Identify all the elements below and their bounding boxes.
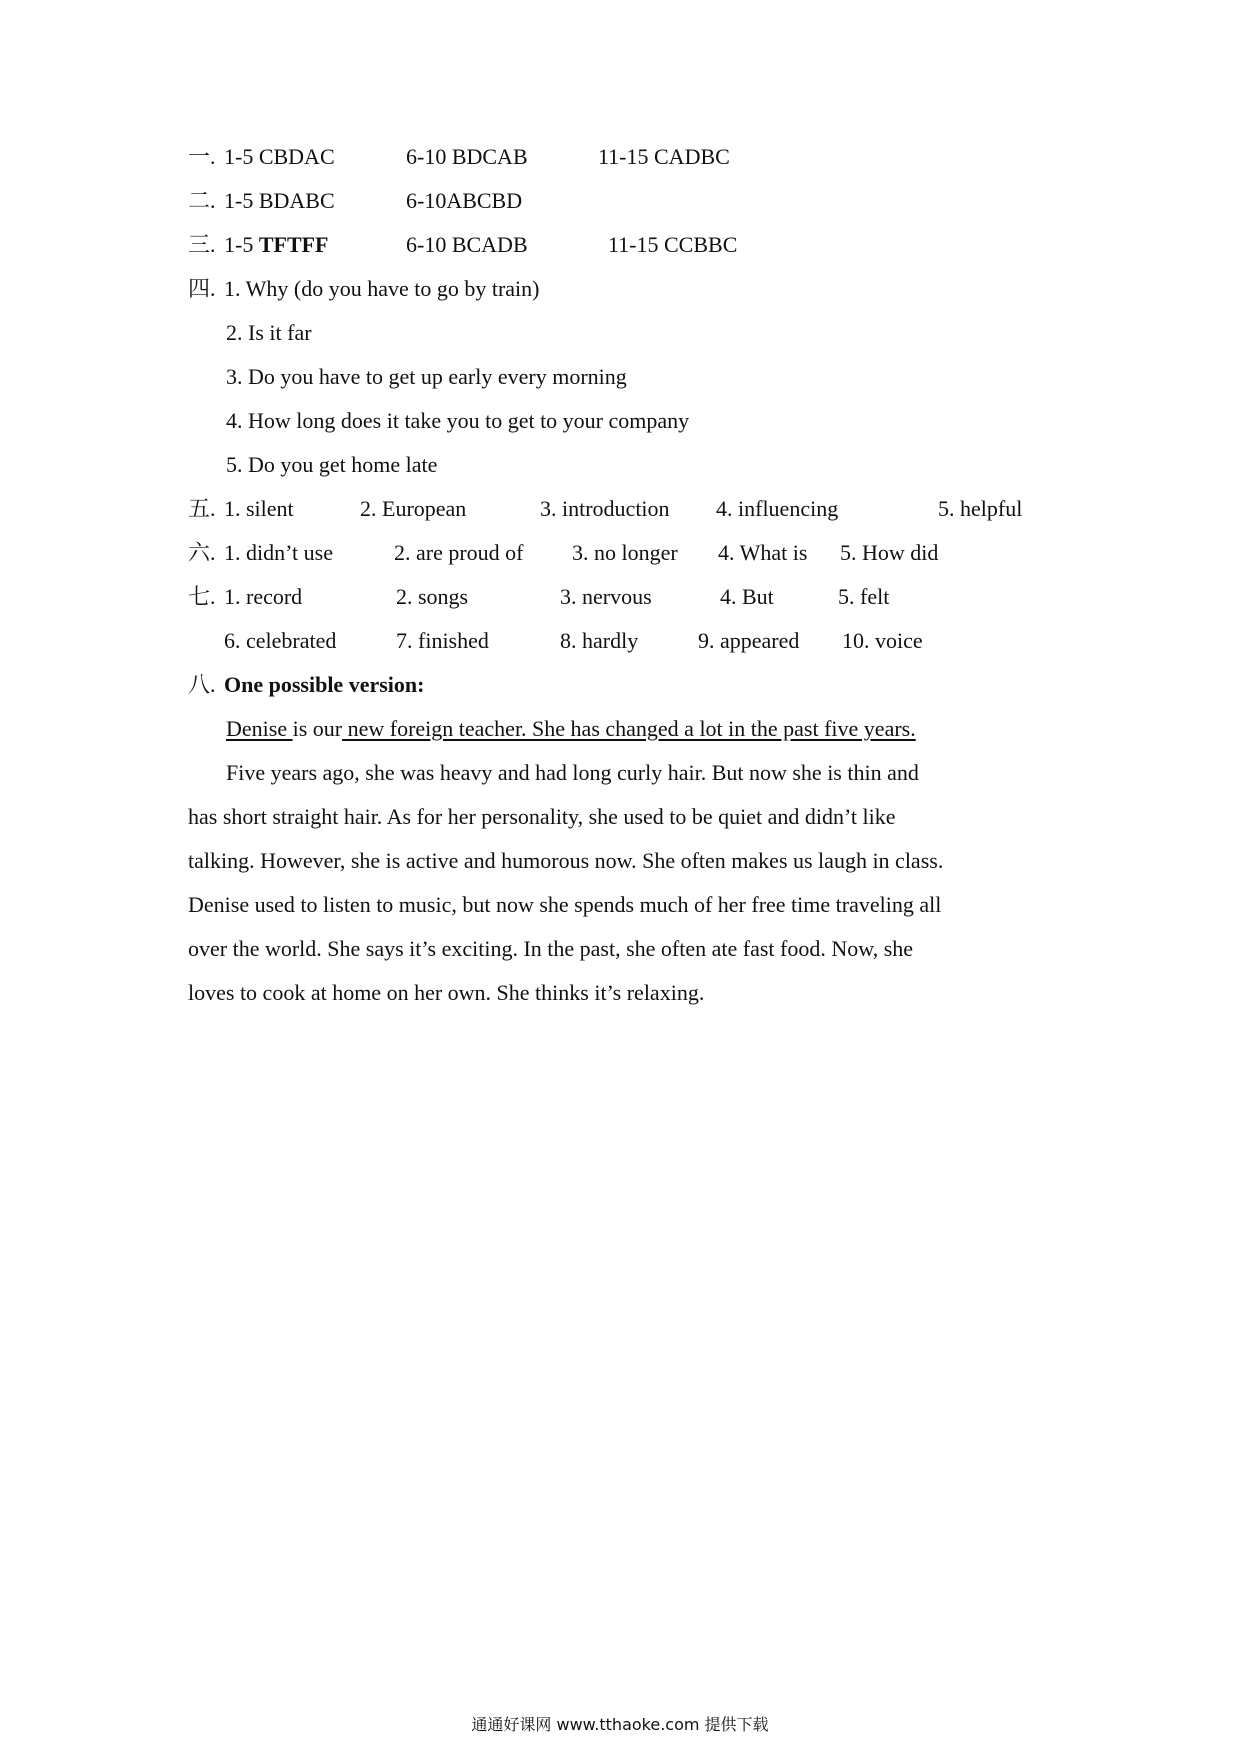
answer-sentence: 1. Why (do you have to go by train) — [224, 276, 540, 301]
answer-letters: TFTFF — [258, 232, 329, 257]
answer-sentence: 4. How long does it take you to get to your company — [226, 408, 690, 433]
answer-phrase: 2. are proud of — [394, 540, 524, 565]
section-5-row — [188, 494, 1023, 524]
answer-word: 1. silent — [224, 496, 294, 521]
answer-word: 3. introduction — [540, 496, 670, 521]
section-number: 七. — [188, 584, 216, 609]
section-8-row — [188, 670, 425, 700]
essay-line: Denise used to listen to music, but now she spends much of her free time traveling all — [188, 892, 942, 917]
essay-first-line — [226, 714, 916, 744]
answer-word: 4. influencing — [716, 496, 839, 521]
section-number: 六. — [188, 540, 216, 565]
section-4-row — [188, 274, 540, 304]
answer-range: 1-5 — [224, 232, 259, 257]
answer-word: 9. appeared — [698, 628, 800, 653]
answer-word: 3. nervous — [560, 584, 652, 609]
essay-line: loves to cook at home on her own. She thinks it’s relaxing. — [188, 980, 705, 1005]
answer-word: 2. European — [360, 496, 467, 521]
answer-group — [224, 230, 329, 260]
answer-sentence: 2. Is it far — [226, 320, 312, 345]
answer-word: 2. songs — [396, 584, 469, 609]
answer-group: 6-10 BCADB — [406, 232, 528, 257]
answer-phrase: 4. What is — [718, 540, 808, 565]
section-number: 四. — [188, 276, 216, 301]
answer-group: 1-5 CBDAC — [224, 144, 335, 169]
answer-group: 11-15 CCBBC — [608, 232, 738, 257]
answer-group: 11-15 CADBC — [598, 144, 730, 169]
section-number: 三. — [188, 232, 216, 257]
section-number: 五. — [188, 496, 216, 521]
section-number: 二. — [188, 188, 216, 213]
plain-text: is our — [292, 716, 343, 741]
section-number: 八. — [188, 672, 216, 697]
section-6-row — [188, 538, 939, 568]
answer-phrase: 5. How did — [840, 540, 939, 565]
section-number: 一. — [188, 144, 216, 169]
answer-group: 6-10 BDCAB — [406, 144, 528, 169]
answer-word: 4. But — [720, 584, 774, 609]
page-footer: 通通好课网 www.tthaoke.com 提供下载 — [471, 1715, 769, 1734]
answer-sentence: 3. Do you have to get up early every morning — [226, 364, 627, 389]
answer-word: 6. celebrated — [224, 628, 337, 653]
section-7-row — [188, 582, 890, 612]
essay-line: has short straight hair. As for her personality, she used to be quiet and didn’t like — [188, 804, 896, 829]
underlined-text: Denise — [226, 716, 293, 741]
answer-word: 5. helpful — [938, 496, 1023, 521]
answer-sentence: 5. Do you get home late — [226, 452, 438, 477]
essay-line: talking. However, she is active and humorous now. She often makes us laugh in class. — [188, 848, 944, 873]
answer-word: 10. voice — [842, 628, 923, 653]
underlined-text: new foreign teacher. She has changed a lot in the past five years. — [342, 716, 916, 741]
essay-line: over the world. She says it’s exciting. In the past, she often ate fast food. Now, she — [188, 936, 914, 961]
answer-phrase: 1. didn’t use — [224, 540, 333, 565]
section-2-row — [188, 186, 523, 216]
answer-phrase: 3. no longer — [572, 540, 678, 565]
answer-word: 5. felt — [838, 584, 890, 609]
essay-line: Five years ago, she was heavy and had long curly hair. But now she is thin and — [226, 760, 919, 785]
answer-group: 6-10ABCBD — [406, 188, 523, 213]
section-3-row — [188, 230, 738, 260]
section-1-row — [188, 142, 730, 172]
answer-word: 7. finished — [396, 628, 489, 653]
answer-group: 1-5 BDABC — [224, 188, 335, 213]
answer-word: 1. record — [224, 584, 303, 609]
answer-word: 8. hardly — [560, 628, 639, 653]
section-heading: One possible version: — [224, 672, 425, 697]
